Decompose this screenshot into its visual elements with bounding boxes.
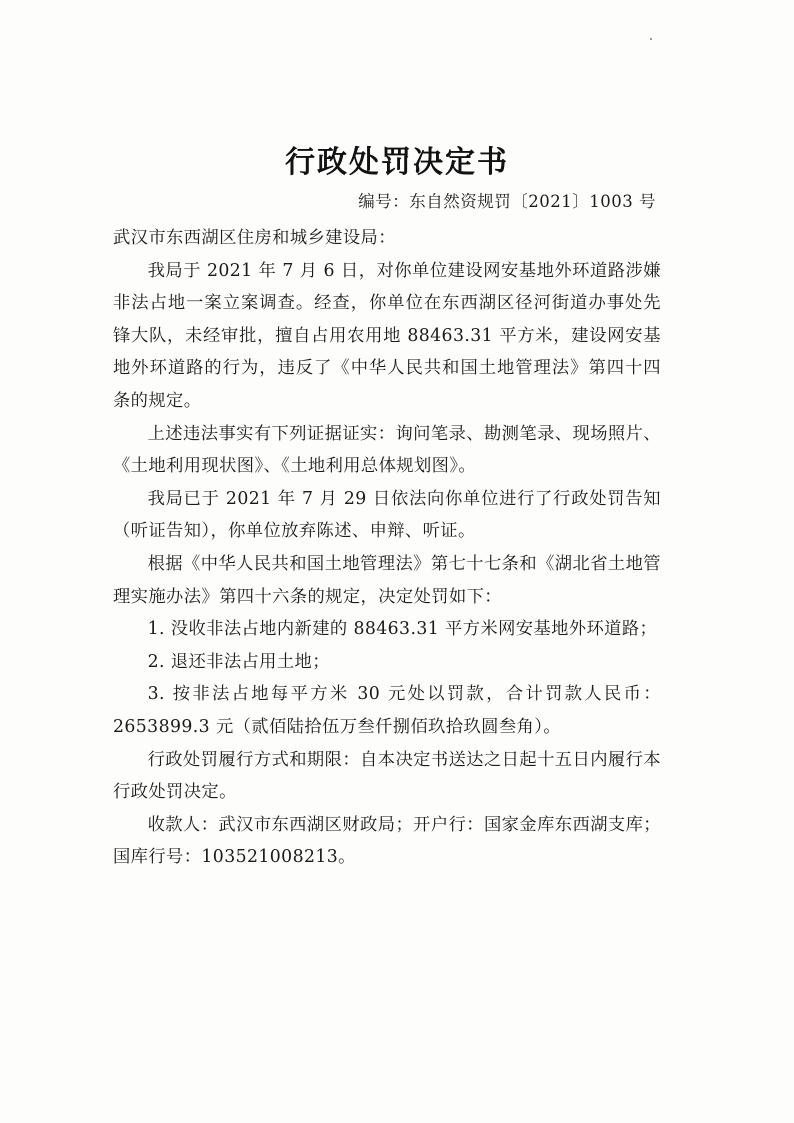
document-body [113,222,661,874]
document-number: 编号：东自然资规罚〔2021〕1003 号 [358,192,656,211]
paragraph-performance-terms: 行政处罚履行方式和期限：自本决定书送达之日起十五日内履行本行政处罚决定。 [113,749,661,803]
penalty-item-2: 2. 退还非法占用土地； [147,651,330,672]
scan-speck [650,38,652,40]
paragraph-notification: 我局已于 2021 年 7 月 29 日依法向你单位进行了行政处罚告知（听证告知），你单位放弃陈述、申辩、听证。 [113,488,661,542]
penalty-item-1: 1. 没收非法占地内新建的 88463.31 平方米网安基地外环道路； [147,619,658,640]
document-title: 行政处罚决定书 [285,145,509,180]
paragraph-case-facts: 我局于 2021 年 7 月 6 日，对你单位建设网安基地外环道路涉嫌非法占地一案立案调查。经查，你单位在东西湖区径河街道办事处先锋大队，未经审批，擅自占用农用地 88463.31 平方米，建设网安基地外环道路的行为，违反了《中华人民共和国土地管理法》第四十四条的规定。 [113,260,661,411]
addressee: 武汉市东西湖区住房和城乡建设局： [113,228,396,248]
paragraph-payment-info: 收款人：武汉市东西湖区财政局；开户行：国家金库东西湖支库；国库行号：103521008213。 [113,814,661,868]
paragraph-legal-basis: 根据《中华人民共和国土地管理法》第七十七条和《湖北省土地管理实施办法》第四十六条的规定，决定处罚如下： [113,553,661,607]
penalty-item-3: 3. 按非法占地每平方米 30 元处以罚款，合计罚款人民币：2653899.3 元（贰佰陆拾伍万叁仟捌佰玖拾玖圆叁角）。 [113,684,661,737]
paragraph-evidence: 上述违法事实有下列证据证实：询问笔录、勘测笔录、现场照片、《土地利用现状图》、《土地利用总体规划图》。 [113,423,661,477]
